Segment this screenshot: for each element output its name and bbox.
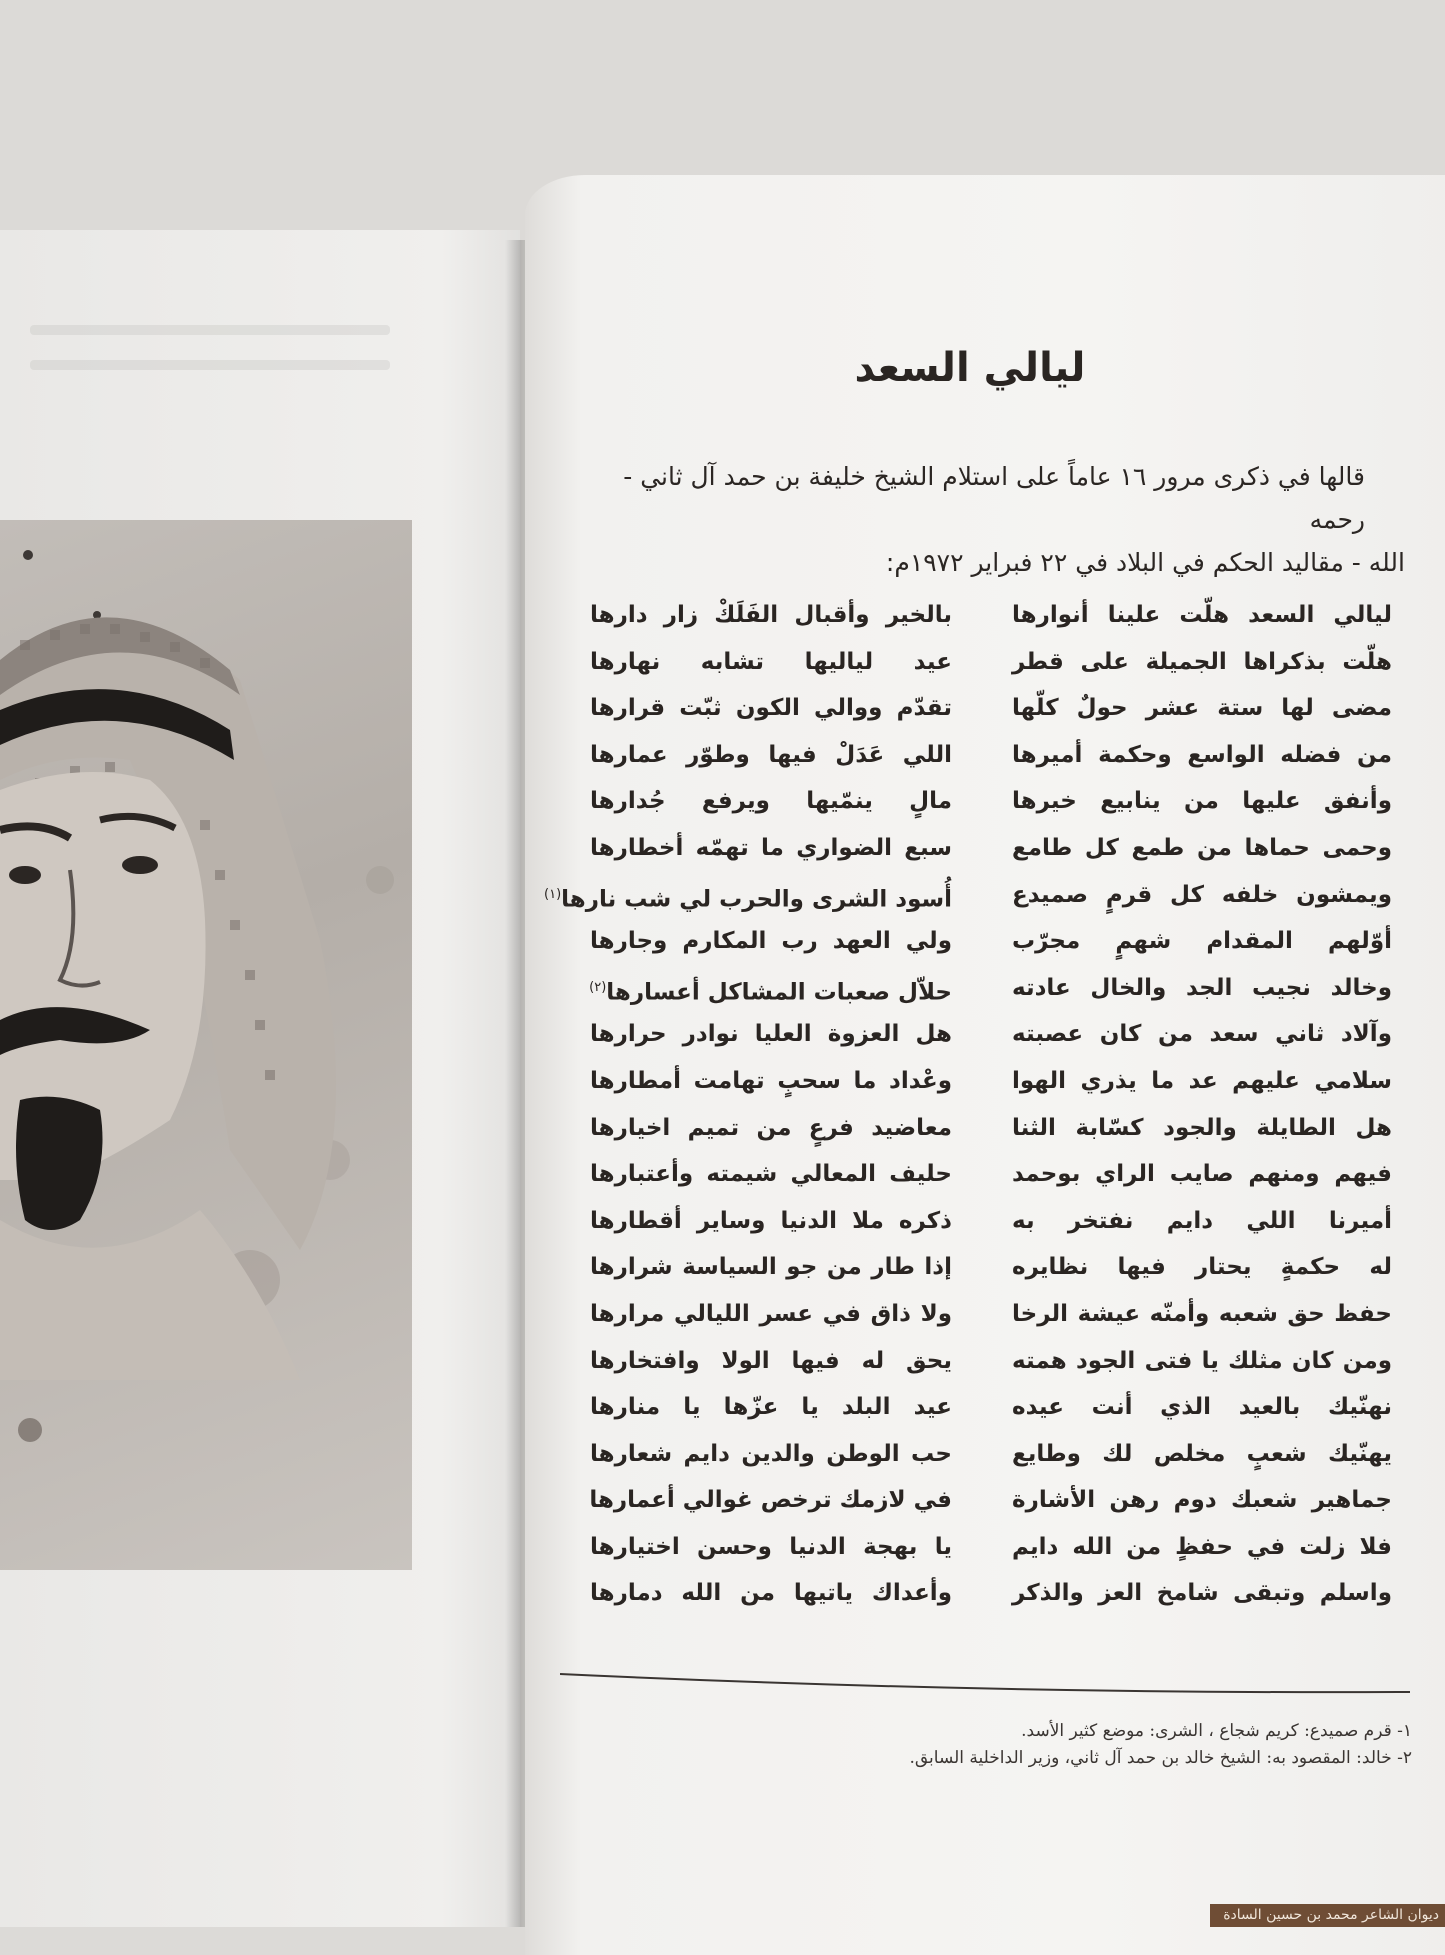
first-hemistich: حفظ حق شعبه وأمنّه عيشة الرخا xyxy=(1012,1300,1392,1327)
second-hemistich xyxy=(544,872,952,919)
second-hemistich: عيد البلد يا عزّها يا منارها xyxy=(590,1394,952,1421)
second-hemistich: عيد لياليها تشابه نهارها xyxy=(590,648,952,675)
second-hemistich: ولي العهد رب المكارم وجارها xyxy=(590,928,952,955)
bleed-through-text xyxy=(30,360,390,370)
second-hemistich: ذكره ملا الدنيا وساير أقطارها xyxy=(590,1207,952,1234)
first-hemistich: فيهم ومنهم صايب الراي بوحمد xyxy=(1012,1161,1392,1188)
bleed-through-text xyxy=(30,325,390,335)
first-hemistich: واسلم وتبقى شامخ العز والذكر xyxy=(1012,1580,1392,1607)
second-hemistich: وعْداد ما سحبٍ تهامت أمطارها xyxy=(590,1067,952,1094)
second-hemistich: حليف المعالي شيمته وأعتبارها xyxy=(590,1161,952,1188)
footnote: ٢- خالد: المقصود به: الشيخ خالد بن حمد آل ثاني، وزير الداخلية السابق. xyxy=(909,1748,1412,1768)
first-hemistich: له حكمةٍ يحتار فيها نظايره xyxy=(1012,1254,1392,1281)
intro-line-1: قالها في ذكرى مرور ١٦ عاماً على استلام الشيخ خليفة بن حمد آل ثاني - رحمه xyxy=(623,462,1365,534)
poem-title: ليالي السعد xyxy=(854,345,1086,391)
footnote-mark: (١) xyxy=(544,886,562,902)
second-hemistich: مالٍ ينمّيها ويرفع جُدارها xyxy=(590,788,952,815)
second-hemistich: بالخير وأقبال الفَلَكْ زار دارها xyxy=(590,602,952,628)
first-hemistich: نهنّيك بالعيد الذي أنت عيده xyxy=(1012,1394,1392,1421)
second-hemistich: هل العزوة العليا نوادر حرارها xyxy=(590,1021,952,1048)
second-hemistich: معاضيد فرعٍ من تميم اخيارها xyxy=(590,1114,952,1141)
first-hemistich: ويمشون خلفه كل قرمٍ صميدع xyxy=(1012,881,1392,908)
footnote-divider xyxy=(560,1670,1410,1698)
first-hemistich: فلا زلت في حفظٍ من الله دايم xyxy=(1012,1533,1392,1560)
first-hemistich: وآلاد ثاني سعد من كان عصبته xyxy=(1012,1021,1392,1048)
first-hemistich: من فضله الواسع وحكمة أميرها xyxy=(1012,741,1392,768)
running-footer: ديوان الشاعر محمد بن حسين السادة xyxy=(1210,1904,1445,1927)
first-hemistich: ليالي السعد هلّت علينا أنوارها xyxy=(1012,602,1392,628)
second-hemistich: يحق له فيها الولا وافتخارها xyxy=(590,1347,952,1374)
hemistich-text: أُسود الشرى والحرب لي شب نارها xyxy=(561,886,952,913)
first-hemistich: أميرنا اللي دايم نفتخر به xyxy=(1012,1207,1392,1234)
footnotes xyxy=(560,1718,1412,1772)
second-hemistich: في لازمك ترخص غوالي أعمارها xyxy=(589,1487,952,1514)
first-hemistich: ومن كان مثلك يا فتى الجود همته xyxy=(1012,1347,1392,1374)
intro-line-2: الله - مقاليد الحكم في البلاد في ٢٢ فبراير ١٩٧٢م: xyxy=(885,548,1405,577)
second-hemistich-column xyxy=(544,592,952,1617)
poem-intro xyxy=(560,455,1405,584)
first-hemistich: هلّت بذكراها الجميلة على قطر xyxy=(1012,648,1392,675)
first-hemistich: وخالد نجيب الجد والخال عادته xyxy=(1012,974,1392,1001)
hemistich-text: حلاّل صعبات المشاكل أعسارها xyxy=(606,979,952,1006)
second-hemistich: اللي عَدَلْ فيها وطوّر عمارها xyxy=(590,741,952,768)
first-hemistich-column xyxy=(1012,592,1392,1617)
second-hemistich: ولا ذاق في عسر الليالي مرارها xyxy=(590,1300,952,1327)
first-hemistich: مضى لها ستة عشر حولٌ كلّها xyxy=(1012,695,1392,722)
first-hemistich: وحمى حماها من طمع كل طامع xyxy=(1012,834,1392,861)
portrait-illustration xyxy=(0,520,412,1570)
first-hemistich: جماهير شعبك دوم رهن الأشارة xyxy=(1012,1487,1392,1514)
portrait-drawing xyxy=(0,520,412,1570)
footnote-mark: (٢) xyxy=(589,979,607,995)
second-hemistich: يا بهجة الدنيا وحسن اختيارها xyxy=(590,1533,952,1560)
first-hemistich: هل الطايلة والجود كسّابة الثنا xyxy=(1012,1114,1392,1141)
second-hemistich: سبع الضواري ما تهمّه أخطارها xyxy=(590,834,952,861)
second-hemistich: وأعداك ياتيها من الله دمارها xyxy=(590,1580,952,1607)
first-hemistich: يهنّيك شعبٍ مخلص لك وطايع xyxy=(1012,1440,1392,1467)
first-hemistich: أوّلهم المقدام شهمٍ مجرّب xyxy=(1012,928,1392,955)
second-hemistich: تقدّم ووالي الكون ثبّت قرارها xyxy=(590,695,952,722)
first-hemistich: سلامي عليهم عد ما يذري الهوا xyxy=(1012,1067,1392,1094)
first-hemistich: وأنفق عليها من ينابيع خيرها xyxy=(1012,788,1392,815)
second-hemistich: حب الوطن والدين دايم شعارها xyxy=(590,1440,952,1467)
second-hemistich: إذا طار من جو السياسة شرارها xyxy=(590,1254,952,1281)
footnote: ١- قرم صميدع: كريم شجاع ، الشرى: موضع كثير الأسد. xyxy=(1021,1721,1412,1741)
second-hemistich xyxy=(590,965,952,1012)
